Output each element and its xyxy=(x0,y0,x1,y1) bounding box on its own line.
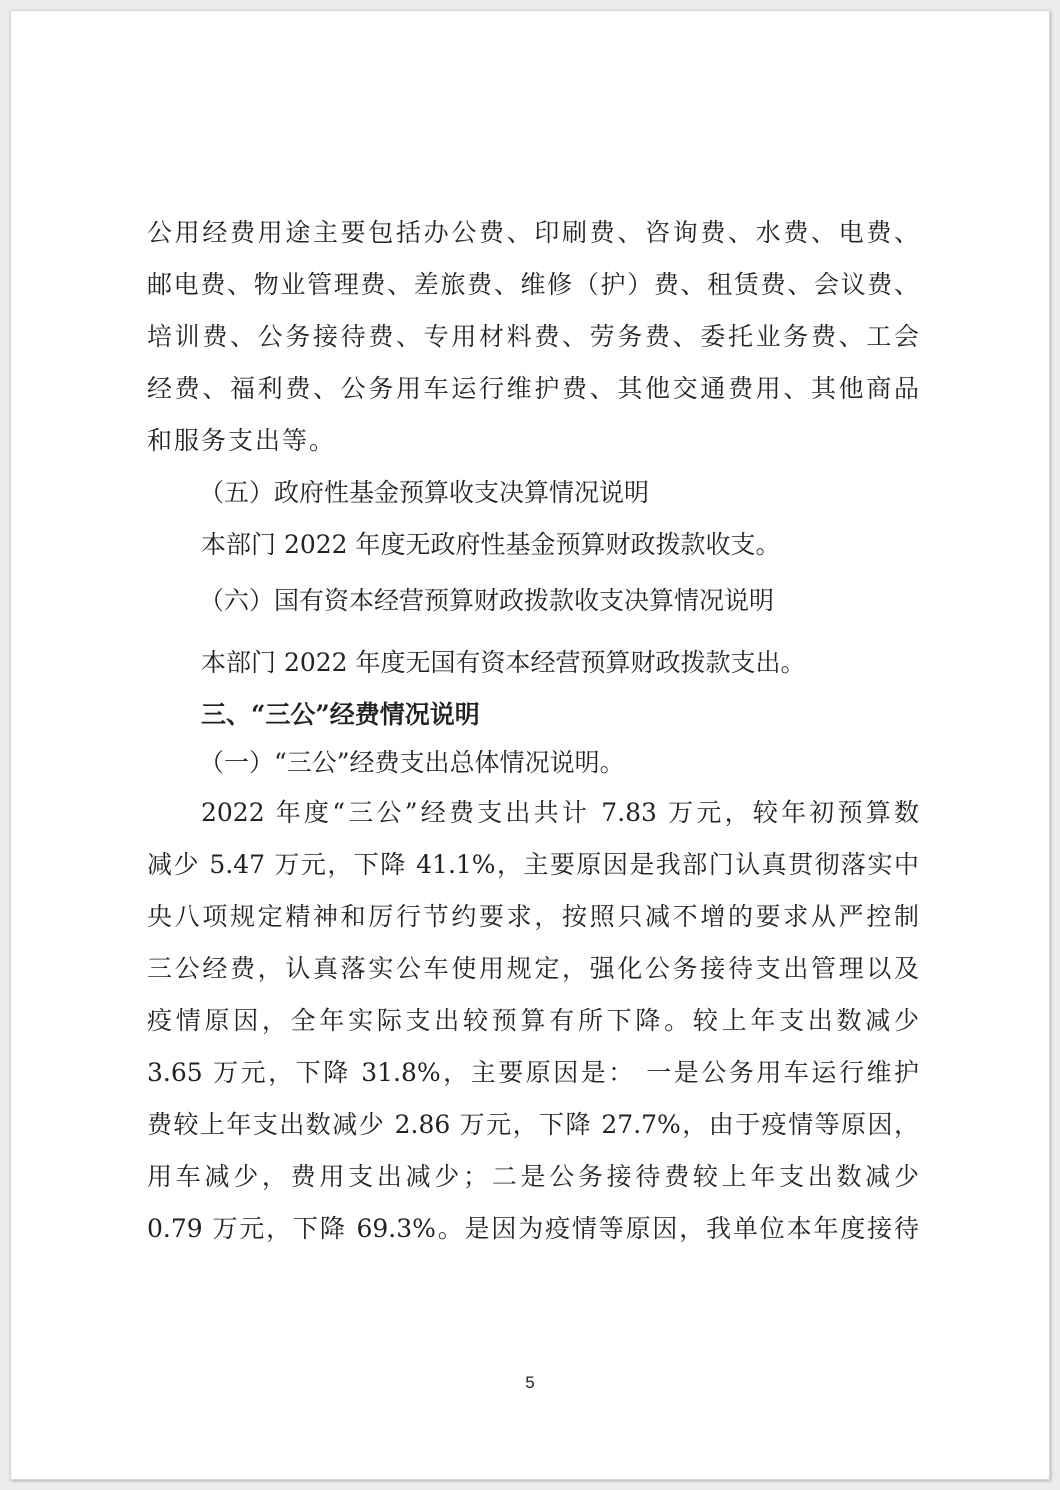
subsection-heading-1: （一）“三公”经费支出总体情况说明。 xyxy=(199,748,625,777)
paragraph-line: 0.79 万元，下降 69.3%。是因为疫情等原因，我单位本年度接待 xyxy=(147,1214,919,1243)
text-line: 公用经费用途主要包括办公费、印刷费、咨询费、水费、电费、 xyxy=(147,218,919,247)
paragraph-line: 疫情原因，全年实际支出较预算有所下降。较上年支出数减少 xyxy=(147,1006,919,1035)
text-line: 邮电费、物业管理费、差旅费、维修（护）费、租赁费、会议费、 xyxy=(147,270,919,299)
paragraph-line: 本部门 2022 年度无国有资本经营预算财政拨款支出。 xyxy=(201,648,806,677)
paragraph-line: 用车减少，费用支出减少；二是公务接待费较上年支出数减少 xyxy=(147,1162,919,1191)
section-heading-6: （六）国有资本经营预算财政拨款收支决算情况说明 xyxy=(199,586,775,615)
text-line: 经费、福利费、公务用车运行维护费、其他交通费用、其他商品 xyxy=(147,374,919,403)
page-number: 5 xyxy=(525,1373,535,1392)
chapter-heading-3: 三、“三公”经费情况说明 xyxy=(201,700,480,729)
document-page xyxy=(10,10,1050,1480)
paragraph-line: 减少 5.47 万元，下降 41.1%，主要原因是我部门认真贯彻落实中 xyxy=(147,850,919,879)
text-line: 培训费、公务接待费、专用材料费、劳务费、委托业务费、工会 xyxy=(147,322,919,351)
paragraph-line: 央八项规定精神和厉行节约要求，按照只减不增的要求从严控制 xyxy=(147,902,919,931)
text-line: 和服务支出等。 xyxy=(147,426,337,455)
section-heading-5: （五）政府性基金预算收支决算情况说明 xyxy=(199,478,650,507)
paragraph-line: 费较上年支出数减少 2.86 万元，下降 27.7%，由于疫情等原因， xyxy=(147,1110,919,1139)
paragraph-line: 三公经费，认真落实公车使用规定，强化公务接待支出管理以及 xyxy=(147,954,919,983)
paragraph-line: 本部门 2022 年度无政府性基金预算财政拨款收支。 xyxy=(201,530,781,559)
paragraph-line: 2022 年度“三公”经费支出共计 7.83 万元，较年初预算数 xyxy=(201,798,919,827)
paragraph-line: 3.65 万元，下降 31.8%，主要原因是： 一是公务用车运行维护 xyxy=(147,1058,919,1087)
